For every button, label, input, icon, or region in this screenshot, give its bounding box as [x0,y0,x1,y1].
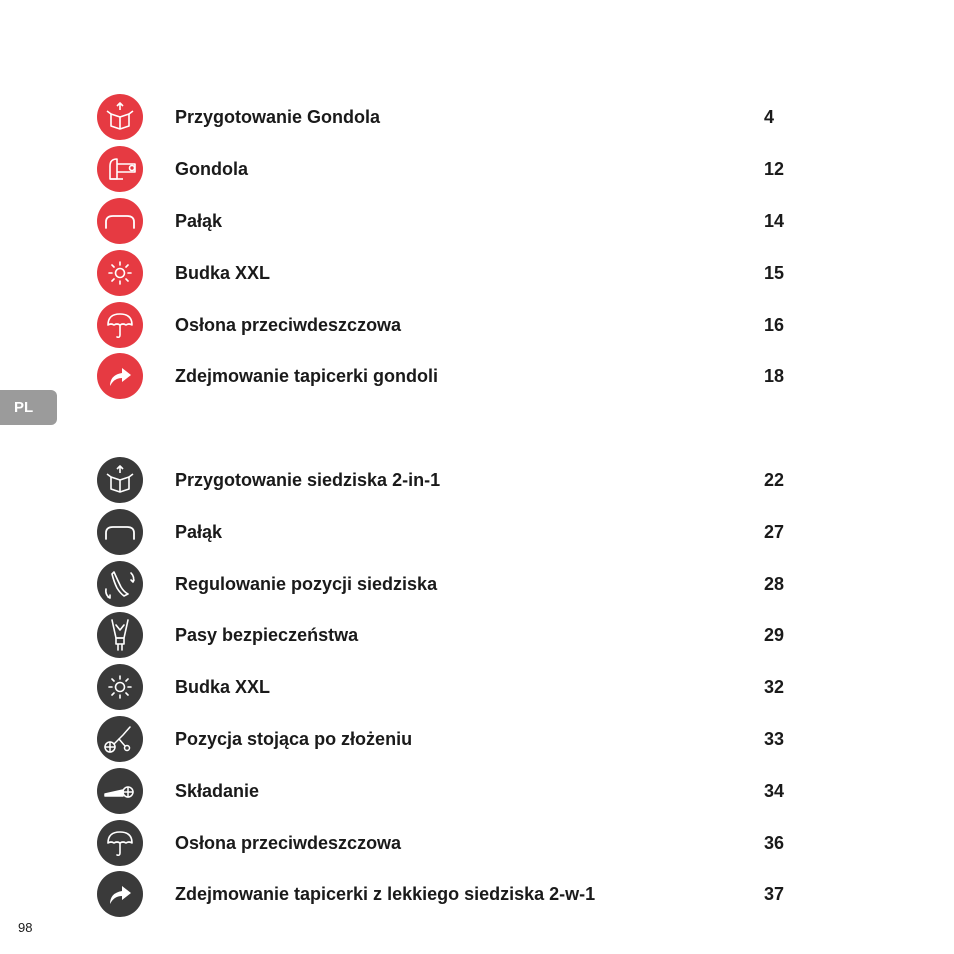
toc-entry[interactable] [97,820,797,866]
box-unpack-icon [97,457,143,503]
toc-page-number: 18 [764,366,785,386]
toc-entry[interactable] [97,302,797,348]
toc-page-number: 33 [764,729,785,749]
toc-entry[interactable] [97,198,797,244]
toc-entry[interactable] [97,612,797,658]
toc-title: Regulowanie pozycji siedziska [175,574,438,594]
handlebar-icon [97,198,143,244]
toc-title: Pałąk [175,211,223,231]
toc-page-number: 12 [764,159,785,179]
toc-page-number: 4 [764,107,775,127]
toc-entry[interactable] [97,768,797,814]
toc-title: Przygotowanie siedziska 2-in-1 [175,470,441,490]
toc-title: Budka XXL [175,677,271,697]
box-unpack-icon [97,94,143,140]
toc-page-number: 36 [764,833,785,853]
toc-page-number: 37 [764,884,785,904]
toc-entry[interactable] [97,457,797,503]
toc-page-number: 27 [764,522,785,542]
toc-title: Przygotowanie Gondola [175,107,381,127]
umbrella-icon [97,302,143,348]
toc-page-number: 29 [764,625,785,645]
arrow-curve-icon [97,353,143,399]
toc-entry[interactable] [97,146,797,192]
toc-title: Osłona przeciwdeszczowa [175,833,402,853]
toc-entry[interactable] [97,250,797,296]
toc-title: Składanie [175,781,260,801]
toc-entry[interactable] [97,871,797,917]
toc-page-number: 15 [764,263,785,283]
toc-entry[interactable] [97,716,797,762]
toc-title: Pałąk [175,522,223,542]
umbrella-icon [97,820,143,866]
arrow-curve-icon [97,871,143,917]
language-tab[interactable]: PL [0,390,57,425]
handlebar-icon [97,509,143,555]
page-number: 98 [18,920,33,935]
stroller-standing-icon [97,716,143,762]
toc-title: Zdejmowanie tapicerki z lekkiego siedziska 2-w-1 [175,884,596,904]
seat-recline-icon [97,561,143,607]
toc-entry[interactable] [97,509,797,555]
toc-title: Zdejmowanie tapicerki gondoli [175,366,439,386]
toc-page-number: 34 [764,781,785,801]
toc-title: Pozycja stojąca po złożeniu [175,729,413,749]
toc-entry[interactable] [97,353,797,399]
toc-entry[interactable] [97,664,797,710]
toc-page-number: 14 [764,211,785,231]
toc-title: Gondola [175,159,248,179]
harness-icon [97,612,143,658]
toc-page-number: 22 [764,470,785,490]
toc-title: Budka XXL [175,263,271,283]
toc-entry[interactable] [97,94,797,140]
toc-page-number: 28 [764,574,785,594]
sun-icon [97,664,143,710]
toc-title: Osłona przeciwdeszczowa [175,315,402,335]
stroller-folded-icon [97,768,143,814]
toc-page-number: 16 [764,315,785,335]
sun-icon [97,250,143,296]
toc-entry[interactable] [97,561,797,607]
carrycot-icon [97,146,143,192]
toc-title: Pasy bezpieczeństwa [175,625,359,645]
toc-page-number: 32 [764,677,785,697]
